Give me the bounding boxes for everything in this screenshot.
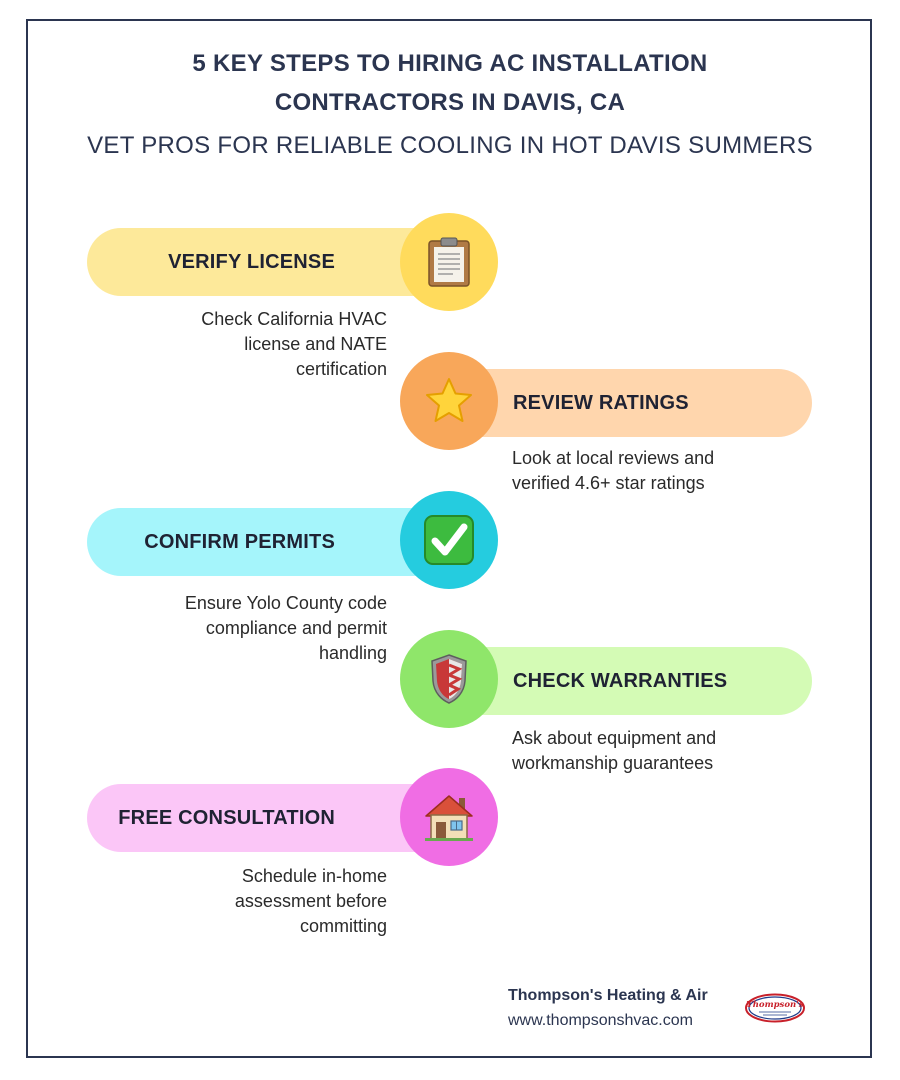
- step-1-title: VERIFY LICENSE: [168, 250, 335, 273]
- step-5-desc-line: assessment before: [234, 891, 387, 911]
- step-1-desc-line: certification: [295, 359, 387, 379]
- step-3-desc-line: compliance and permit: [205, 618, 387, 638]
- title-line-1: 5 KEY STEPS TO HIRING AC INSTALLATION: [192, 50, 708, 77]
- step-5-description: [130, 864, 387, 939]
- step-5-desc-line: Schedule in-home: [241, 866, 387, 886]
- step-1-pill: [87, 228, 447, 296]
- company-url[interactable]: www.thompsonshvac.com: [508, 1012, 693, 1029]
- company-logo: [745, 993, 805, 1023]
- step-3-circle: [400, 491, 498, 589]
- step-4-desc-line: workmanship guarantees: [512, 753, 714, 773]
- page-subtitle: VET PROS FOR RELIABLE COOLING IN HOT DAVIS SUMMERS: [87, 132, 813, 159]
- step-1-desc-line: Check California HVAC: [201, 309, 387, 329]
- step-3-description: [130, 591, 387, 666]
- step-2-description: [512, 446, 792, 496]
- shield-icon: [429, 653, 469, 705]
- title-line-2: CONTRACTORS IN DAVIS, CA: [274, 89, 626, 116]
- step-2-circle: [400, 352, 498, 450]
- step-1-description: [130, 307, 387, 382]
- step-4-circle: [400, 630, 498, 728]
- checkmark-icon: [423, 514, 475, 566]
- step-4-title: CHECK WARRANTIES: [513, 669, 728, 692]
- logo-text: Thompson's: [746, 1000, 804, 1010]
- step-2-desc-line: verified 4.6+ star ratings: [512, 473, 705, 493]
- step-3-desc-line: handling: [318, 643, 387, 663]
- house-icon: [423, 792, 475, 842]
- page-title: [0, 44, 900, 122]
- step-5-title: FREE CONSULTATION: [118, 806, 335, 829]
- step-1-circle: [400, 213, 498, 311]
- step-3-title: CONFIRM PERMITS: [144, 530, 335, 553]
- company-name: Thompson's Heating & Air: [508, 987, 708, 1004]
- star-icon: [424, 376, 474, 426]
- step-4-pill: [448, 647, 812, 715]
- step-5-desc-line: committing: [299, 916, 387, 936]
- step-2-title: REVIEW RATINGS: [513, 391, 689, 414]
- step-4-description: [512, 726, 792, 776]
- clipboard-icon: [425, 236, 473, 288]
- step-4-desc-line: Ask about equipment and: [512, 728, 717, 748]
- step-3-desc-line: Ensure Yolo County code: [184, 593, 387, 613]
- step-2-desc-line: Look at local reviews and: [512, 448, 715, 468]
- step-2-pill: [448, 369, 812, 437]
- step-3-pill: [87, 508, 447, 576]
- step-1-desc-line: license and NATE: [244, 334, 387, 354]
- step-5-circle: [400, 768, 498, 866]
- step-5-pill: [87, 784, 447, 852]
